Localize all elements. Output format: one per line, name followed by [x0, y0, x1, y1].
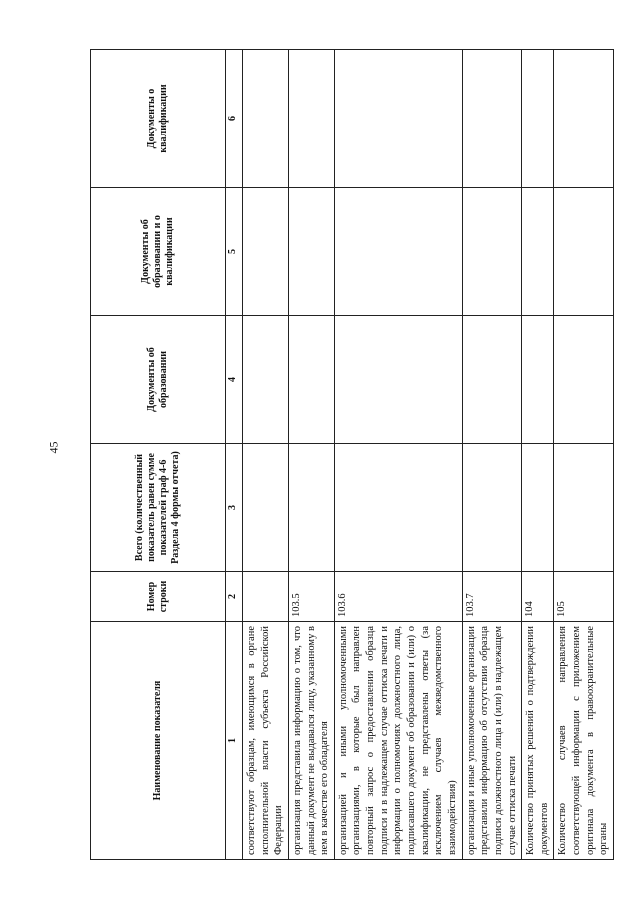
- page-number: 45: [46, 441, 61, 454]
- table-row: [243, 50, 289, 860]
- table-row: [288, 50, 334, 860]
- value-cell: [554, 316, 614, 444]
- table-row: [462, 50, 522, 860]
- column-number: 4: [226, 316, 243, 444]
- value-cell: [288, 316, 334, 444]
- value-cell: [462, 316, 522, 444]
- value-cell: [334, 188, 462, 316]
- value-cell: [243, 444, 289, 572]
- header-indicator-name: Наименование показателя: [91, 622, 226, 860]
- value-cell: [334, 444, 462, 572]
- value-cell: [522, 316, 554, 444]
- indicator-name: Количество принятых решений о подтверждении документов: [522, 622, 554, 860]
- indicator-name: организация представила информацию о том, что данный документ не выдавался лицу, указанному в нем в качестве его обладателя: [288, 622, 334, 860]
- value-cell: [462, 188, 522, 316]
- header-qualification-docs: Документы о квалификации: [91, 50, 226, 188]
- header-total: Всего (количественный показатель равен сумме показателей граф 4-6 Раздела 4 формы отчета): [91, 444, 226, 572]
- row-number: [243, 572, 289, 622]
- value-cell: [334, 316, 462, 444]
- value-cell: [243, 50, 289, 188]
- header-row-number: Номер строки: [91, 572, 226, 622]
- row-number: 103.7: [462, 572, 522, 622]
- indicator-name: организацией и иными уполномоченными организациями, в которые был направлен повторный запрос о предоставлении образца подписи и в надлежащем случае оттиска печати и информации о полномочиях должностного лица, подписавшего документ об образовании и (или) о квалификации, не представлены ответы (за исключением случаев межведомственного взаимодействия): [334, 622, 462, 860]
- indicator-name: соответствуют образцам, имеющимся в органе исполнительной власти субъекта Российской Федерации: [243, 622, 289, 860]
- value-cell: [554, 444, 614, 572]
- row-number: 103.5: [288, 572, 334, 622]
- table-row: [554, 50, 614, 860]
- column-number: 5: [226, 188, 243, 316]
- header-row: [91, 50, 226, 860]
- value-cell: [522, 50, 554, 188]
- indicator-name: Количество случаев направления соответствующей информации с приложением оригинала документа в правоохранительные органы: [554, 622, 614, 860]
- table-row: [522, 50, 554, 860]
- row-number: 104: [522, 572, 554, 622]
- column-number: 1: [226, 622, 243, 860]
- row-number: 105: [554, 572, 614, 622]
- indicator-name: организация и иные уполномоченные организации представили информацию об отсутствии образца подписи должностного лица и (или) в надлежащем случае оттиска печати: [462, 622, 522, 860]
- report-table: [90, 49, 614, 860]
- row-number: 103.6: [334, 572, 462, 622]
- value-cell: [288, 50, 334, 188]
- column-number: 6: [226, 50, 243, 188]
- value-cell: [522, 188, 554, 316]
- header-education-docs: Документы об образовании: [91, 316, 226, 444]
- value-cell: [334, 50, 462, 188]
- value-cell: [243, 188, 289, 316]
- value-cell: [554, 188, 614, 316]
- column-number: 3: [226, 444, 243, 572]
- report-sheet: [90, 50, 610, 860]
- value-cell: [462, 444, 522, 572]
- value-cell: [288, 444, 334, 572]
- column-number-row: [226, 50, 243, 860]
- value-cell: [522, 444, 554, 572]
- value-cell: [554, 50, 614, 188]
- value-cell: [288, 188, 334, 316]
- column-number: 2: [226, 572, 243, 622]
- table-row: [334, 50, 462, 860]
- value-cell: [243, 316, 289, 444]
- header-education-qualification-docs: Документы об образовании и о квалификации: [91, 188, 226, 316]
- value-cell: [462, 50, 522, 188]
